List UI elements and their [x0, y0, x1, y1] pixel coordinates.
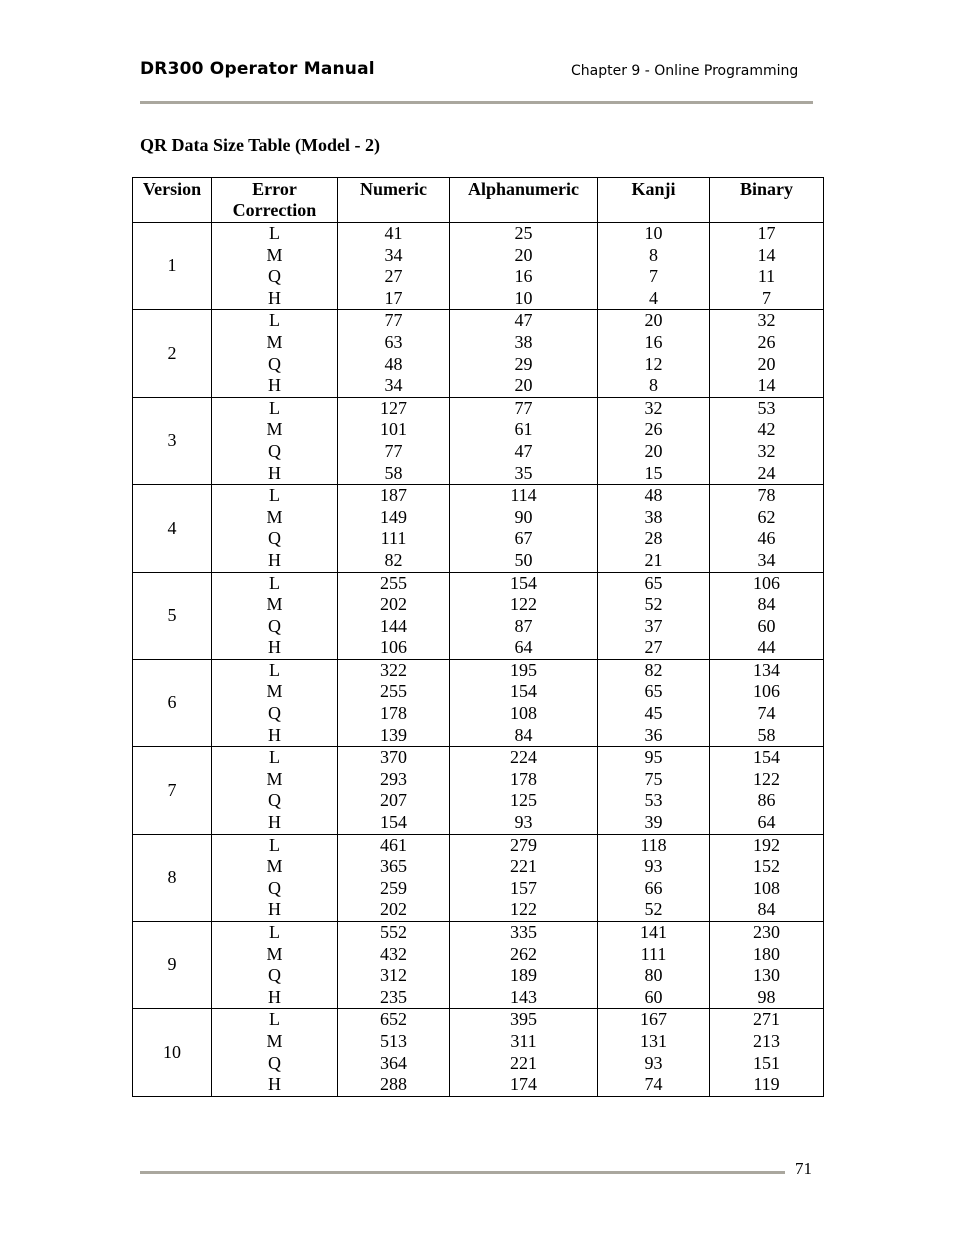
numeric-cell — [338, 1009, 450, 1096]
alphanumeric-value: 157 — [510, 877, 537, 898]
manual-title: DR300 Operator Manual — [140, 59, 375, 79]
alphanumeric-value: 35 — [514, 462, 533, 483]
error-level: L — [269, 922, 280, 942]
numeric-value: 259 — [380, 877, 407, 898]
binary-value: 122 — [753, 768, 780, 789]
kanji-cell — [598, 922, 710, 1009]
alphanumeric-value: 77 — [514, 397, 533, 418]
kanji-value: 118 — [640, 834, 667, 855]
numeric-value: 111 — [380, 528, 407, 549]
binary-value: 230 — [753, 922, 780, 942]
kanji-value: 15 — [644, 462, 663, 483]
error-level: M — [266, 1030, 283, 1051]
kanji-value: 82 — [644, 659, 663, 680]
kanji-value: 65 — [644, 572, 663, 593]
error-level: H — [268, 462, 281, 483]
numeric-cell — [338, 572, 450, 659]
alphanumeric-value: 174 — [510, 1074, 537, 1095]
kanji-value: 37 — [644, 615, 663, 636]
binary-value: 108 — [753, 877, 780, 898]
binary-value: 64 — [757, 812, 776, 833]
error-level: L — [269, 397, 280, 418]
binary-value: 58 — [757, 724, 776, 745]
binary-value: 11 — [757, 266, 776, 287]
page-number: 71 — [795, 1159, 812, 1178]
numeric-value: 293 — [380, 768, 407, 789]
kanji-value: 21 — [644, 549, 663, 570]
alphanumeric-value: 20 — [514, 244, 533, 265]
kanji-value: 39 — [644, 812, 663, 833]
kanji-value: 93 — [644, 1052, 663, 1073]
numeric-value: 127 — [380, 397, 407, 418]
kanji-value: 16 — [644, 331, 663, 352]
alphanumeric-cell — [450, 223, 598, 310]
table-row — [133, 659, 824, 746]
error-level: Q — [268, 353, 281, 374]
binary-value: 24 — [757, 462, 776, 483]
binary-value: 42 — [757, 419, 776, 440]
kanji-cell — [598, 485, 710, 572]
version-cell: 4 — [133, 485, 212, 572]
kanji-value: 48 — [644, 485, 663, 506]
alphanumeric-value: 64 — [514, 637, 533, 658]
error-level: Q — [268, 877, 281, 898]
kanji-value: 36 — [644, 724, 663, 745]
binary-value: 60 — [757, 615, 776, 636]
table-row — [133, 397, 824, 484]
binary-cell — [710, 397, 824, 484]
numeric-value: 34 — [384, 244, 403, 265]
alphanumeric-cell — [450, 747, 598, 834]
kanji-value: 28 — [644, 528, 663, 549]
error-level: M — [266, 506, 283, 527]
error-correction-cell — [212, 922, 338, 1009]
binary-value: 62 — [757, 506, 776, 527]
kanji-value: 66 — [644, 877, 663, 898]
binary-value: 84 — [757, 594, 776, 615]
alphanumeric-value: 221 — [510, 856, 537, 877]
binary-cell — [710, 485, 824, 572]
error-level: L — [269, 310, 280, 331]
alphanumeric-value: 221 — [510, 1052, 537, 1073]
numeric-value: 63 — [384, 331, 403, 352]
kanji-value: 93 — [644, 856, 663, 877]
alphanumeric-value: 335 — [510, 922, 537, 942]
alphanumeric-value: 122 — [510, 899, 537, 920]
alphanumeric-value: 50 — [514, 549, 533, 570]
binary-cell — [710, 747, 824, 834]
binary-value: 44 — [757, 637, 776, 658]
numeric-value: 77 — [384, 310, 403, 331]
error-level: H — [268, 375, 281, 396]
footer-divider — [140, 1171, 785, 1174]
alphanumeric-value: 154 — [510, 681, 537, 702]
chapter-title: Chapter 9 - Online Programming — [571, 63, 799, 79]
numeric-value: 312 — [380, 965, 407, 986]
alphanumeric-value: 143 — [510, 986, 537, 1007]
alphanumeric-cell — [450, 485, 598, 572]
numeric-value: 149 — [380, 506, 407, 527]
binary-value: 74 — [757, 703, 776, 724]
kanji-value: 7 — [649, 266, 658, 287]
binary-value: 180 — [753, 943, 780, 964]
error-level: H — [268, 637, 281, 658]
error-level: M — [266, 594, 283, 615]
table-row — [133, 747, 824, 834]
error-level: Q — [268, 703, 281, 724]
numeric-value: 187 — [380, 485, 407, 506]
numeric-value: 235 — [380, 986, 407, 1007]
numeric-value: 365 — [380, 856, 407, 877]
header-error-correction-line: Correction — [232, 200, 317, 220]
binary-value: 53 — [757, 397, 776, 418]
alphanumeric-value: 262 — [510, 943, 537, 964]
alphanumeric-value: 87 — [514, 615, 533, 636]
numeric-value: 27 — [384, 266, 403, 287]
alphanumeric-cell — [450, 1009, 598, 1096]
kanji-value: 27 — [644, 637, 663, 658]
binary-value: 213 — [753, 1030, 780, 1051]
numeric-cell — [338, 834, 450, 921]
alphanumeric-value: 122 — [510, 594, 537, 615]
kanji-value: 74 — [644, 1074, 663, 1095]
kanji-cell — [598, 834, 710, 921]
error-correction-cell — [212, 223, 338, 310]
error-level: H — [268, 287, 281, 308]
error-level: M — [266, 681, 283, 702]
alphanumeric-value: 108 — [510, 703, 537, 724]
alphanumeric-value: 395 — [510, 1009, 537, 1030]
version-cell: 8 — [133, 834, 212, 921]
binary-value: 34 — [757, 549, 776, 570]
binary-value: 78 — [757, 485, 776, 506]
kanji-value: 141 — [640, 922, 667, 942]
binary-value: 152 — [753, 856, 780, 877]
kanji-value: 45 — [644, 703, 663, 724]
error-correction-cell — [212, 834, 338, 921]
alphanumeric-value: 47 — [514, 440, 533, 461]
header-binary: Binary — [710, 178, 824, 223]
error-level: M — [266, 419, 283, 440]
alphanumeric-cell — [450, 659, 598, 746]
kanji-value: 111 — [640, 943, 667, 964]
error-level: M — [266, 943, 283, 964]
numeric-cell — [338, 310, 450, 397]
alphanumeric-value: 16 — [514, 266, 533, 287]
error-level: M — [266, 856, 283, 877]
alphanumeric-cell — [450, 834, 598, 921]
numeric-value: 552 — [380, 922, 407, 942]
kanji-cell — [598, 397, 710, 484]
numeric-cell — [338, 747, 450, 834]
version-cell: 2 — [133, 310, 212, 397]
binary-value: 134 — [753, 659, 780, 680]
binary-value: 119 — [753, 1074, 780, 1095]
kanji-value: 52 — [644, 594, 663, 615]
error-level: Q — [268, 440, 281, 461]
binary-value: 98 — [757, 986, 776, 1007]
numeric-value: 255 — [380, 681, 407, 702]
numeric-value: 202 — [380, 594, 407, 615]
table-header-row — [133, 178, 824, 223]
numeric-cell — [338, 922, 450, 1009]
table-row — [133, 1009, 824, 1096]
numeric-cell — [338, 223, 450, 310]
binary-cell — [710, 223, 824, 310]
kanji-cell — [598, 747, 710, 834]
table-row — [133, 572, 824, 659]
binary-cell — [710, 572, 824, 659]
binary-value: 32 — [757, 310, 776, 331]
numeric-value: 101 — [380, 419, 407, 440]
binary-value: 17 — [757, 223, 776, 243]
alphanumeric-value: 25 — [514, 223, 533, 243]
alphanumeric-value: 47 — [514, 310, 533, 331]
error-level: Q — [268, 266, 281, 287]
binary-cell — [710, 1009, 824, 1096]
alphanumeric-value: 20 — [514, 375, 533, 396]
error-level: Q — [268, 965, 281, 986]
numeric-value: 288 — [380, 1074, 407, 1095]
table-row — [133, 485, 824, 572]
binary-cell — [710, 659, 824, 746]
numeric-value: 48 — [384, 353, 403, 374]
kanji-cell — [598, 659, 710, 746]
alphanumeric-value: 114 — [510, 485, 537, 506]
alphanumeric-value: 61 — [514, 419, 533, 440]
version-cell: 10 — [133, 1009, 212, 1096]
numeric-value: 370 — [380, 747, 407, 768]
numeric-value: 34 — [384, 375, 403, 396]
numeric-value: 106 — [380, 637, 407, 658]
binary-value: 20 — [757, 353, 776, 374]
error-level: L — [269, 1009, 280, 1030]
numeric-value: 144 — [380, 615, 407, 636]
table-row — [133, 922, 824, 1009]
alphanumeric-cell — [450, 397, 598, 484]
header-alphanumeric: Alphanumeric — [450, 178, 598, 223]
error-correction-cell — [212, 659, 338, 746]
kanji-cell — [598, 310, 710, 397]
binary-value: 151 — [753, 1052, 780, 1073]
error-level: Q — [268, 1052, 281, 1073]
table-row — [133, 310, 824, 397]
alphanumeric-value: 93 — [514, 812, 533, 833]
header-error-correction — [212, 178, 338, 223]
error-level: H — [268, 724, 281, 745]
numeric-value: 207 — [380, 790, 407, 811]
kanji-cell — [598, 572, 710, 659]
numeric-cell — [338, 659, 450, 746]
alphanumeric-value: 154 — [510, 572, 537, 593]
numeric-value: 139 — [380, 724, 407, 745]
numeric-value: 322 — [380, 659, 407, 680]
alphanumeric-value: 279 — [510, 834, 537, 855]
error-level: L — [269, 572, 280, 593]
alphanumeric-value: 38 — [514, 331, 533, 352]
kanji-value: 75 — [644, 768, 663, 789]
header-numeric: Numeric — [338, 178, 450, 223]
alphanumeric-value: 224 — [510, 747, 537, 768]
error-level: L — [269, 747, 280, 768]
numeric-cell — [338, 397, 450, 484]
error-level: L — [269, 485, 280, 506]
binary-value: 154 — [753, 747, 780, 768]
kanji-value: 95 — [644, 747, 663, 768]
kanji-value: 53 — [644, 790, 663, 811]
error-level: Q — [268, 615, 281, 636]
numeric-value: 17 — [384, 287, 403, 308]
error-correction-cell — [212, 747, 338, 834]
kanji-value: 20 — [644, 310, 663, 331]
error-level: L — [269, 659, 280, 680]
kanji-value: 12 — [644, 353, 663, 374]
alphanumeric-value: 195 — [510, 659, 537, 680]
binary-cell — [710, 310, 824, 397]
numeric-value: 82 — [384, 549, 403, 570]
kanji-cell — [598, 223, 710, 310]
binary-value: 106 — [753, 572, 780, 593]
error-level: H — [268, 812, 281, 833]
kanji-value: 8 — [649, 244, 658, 265]
binary-value: 271 — [753, 1009, 780, 1030]
numeric-value: 364 — [380, 1052, 407, 1073]
binary-value: 86 — [757, 790, 776, 811]
version-cell: 5 — [133, 572, 212, 659]
version-cell: 7 — [133, 747, 212, 834]
numeric-value: 41 — [384, 223, 403, 243]
numeric-cell — [338, 485, 450, 572]
binary-cell — [710, 922, 824, 1009]
table-body — [133, 223, 824, 1097]
kanji-value: 26 — [644, 419, 663, 440]
error-level: Q — [268, 528, 281, 549]
version-cell: 1 — [133, 223, 212, 310]
table-row — [133, 834, 824, 921]
kanji-value: 4 — [649, 287, 658, 308]
binary-value: 130 — [753, 965, 780, 986]
binary-value: 26 — [757, 331, 776, 352]
numeric-value: 202 — [380, 899, 407, 920]
alphanumeric-value: 178 — [510, 768, 537, 789]
numeric-value: 77 — [384, 440, 403, 461]
alphanumeric-cell — [450, 922, 598, 1009]
alphanumeric-value: 90 — [514, 506, 533, 527]
header-error-correction-line: Error — [252, 179, 297, 199]
binary-value: 14 — [757, 244, 776, 265]
alphanumeric-value: 84 — [514, 724, 533, 745]
alphanumeric-cell — [450, 310, 598, 397]
version-cell: 3 — [133, 397, 212, 484]
section-title: QR Data Size Table (Model - 2) — [140, 135, 380, 155]
error-level: H — [268, 1074, 281, 1095]
binary-value: 7 — [762, 287, 771, 308]
alphanumeric-value: 125 — [510, 790, 537, 811]
kanji-value: 8 — [649, 375, 658, 396]
kanji-cell — [598, 1009, 710, 1096]
error-level: H — [268, 899, 281, 920]
error-level: M — [266, 244, 283, 265]
error-level: H — [268, 986, 281, 1007]
kanji-value: 65 — [644, 681, 663, 702]
kanji-value: 38 — [644, 506, 663, 527]
error-level: M — [266, 768, 283, 789]
kanji-value: 10 — [644, 223, 663, 243]
alphanumeric-value: 311 — [510, 1030, 537, 1051]
kanji-value: 80 — [644, 965, 663, 986]
error-correction-cell — [212, 310, 338, 397]
binary-value: 106 — [753, 681, 780, 702]
qr-data-size-table — [132, 177, 824, 1097]
error-level: Q — [268, 790, 281, 811]
numeric-value: 513 — [380, 1030, 407, 1051]
error-level: M — [266, 331, 283, 352]
binary-value: 46 — [757, 528, 776, 549]
kanji-value: 131 — [640, 1030, 667, 1051]
binary-value: 84 — [757, 899, 776, 920]
kanji-value: 20 — [644, 440, 663, 461]
error-correction-cell — [212, 485, 338, 572]
error-level: L — [269, 834, 280, 855]
version-cell: 6 — [133, 659, 212, 746]
header-version: Version — [133, 178, 212, 223]
binary-value: 32 — [757, 440, 776, 461]
numeric-value: 58 — [384, 462, 403, 483]
binary-value: 192 — [753, 834, 780, 855]
alphanumeric-value: 10 — [514, 287, 533, 308]
alphanumeric-value: 67 — [514, 528, 533, 549]
table-row — [133, 223, 824, 310]
kanji-value: 60 — [644, 986, 663, 1007]
version-cell: 9 — [133, 922, 212, 1009]
error-correction-cell — [212, 1009, 338, 1096]
header-divider — [140, 101, 813, 104]
binary-cell — [710, 834, 824, 921]
alphanumeric-value: 189 — [510, 965, 537, 986]
numeric-value: 461 — [380, 834, 407, 855]
kanji-value: 52 — [644, 899, 663, 920]
error-correction-cell — [212, 397, 338, 484]
error-level: L — [269, 223, 280, 243]
numeric-value: 652 — [380, 1009, 407, 1030]
error-level: H — [268, 549, 281, 570]
alphanumeric-cell — [450, 572, 598, 659]
numeric-value: 432 — [380, 943, 407, 964]
error-correction-cell — [212, 572, 338, 659]
numeric-value: 154 — [380, 812, 407, 833]
kanji-value: 167 — [640, 1009, 667, 1030]
header-kanji: Kanji — [598, 178, 710, 223]
kanji-value: 32 — [644, 397, 663, 418]
numeric-value: 178 — [380, 703, 407, 724]
numeric-value: 255 — [380, 572, 407, 593]
alphanumeric-value: 29 — [514, 353, 533, 374]
binary-value: 14 — [757, 375, 776, 396]
